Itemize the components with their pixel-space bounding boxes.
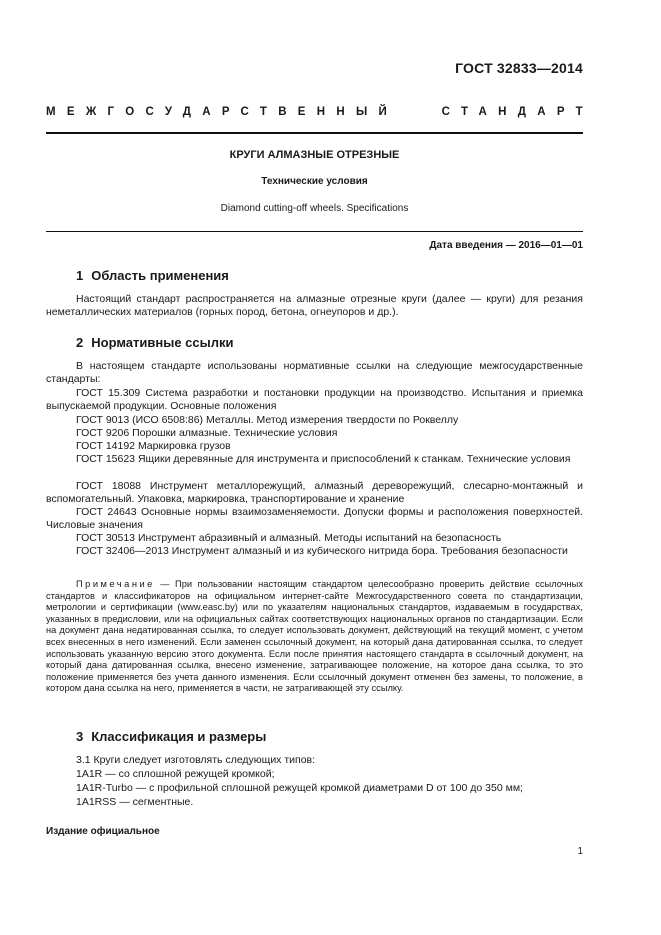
banner-word-standard: СТАНДАРТ — [441, 106, 594, 118]
reference-gost-18088: ГОСТ 18088 Инструмент металлорежущий, алмазный дереворежущий, слесарно-монтажный и вспомогательный. Упаковка, маркировка, транспортирование и хранение — [46, 480, 583, 505]
english-title: Diamond cutting-off wheels. Specifications — [220, 203, 409, 214]
page-number: 1 — [577, 846, 583, 857]
header-rule — [46, 132, 583, 134]
classification-type-1a1rss: 1A1RSS — сегментные. — [76, 796, 194, 808]
note-label: Примечание — [76, 579, 155, 589]
section-2-intro: В настоящем стандарте использованы нормативные ссылки на следующие межгосударственные стандарты: — [46, 360, 583, 385]
section-3-number: 3 — [76, 729, 84, 744]
section-3-heading — [76, 729, 266, 744]
banner-word-interstate: МЕЖГОСУДАРСТВЕННЫЙ — [46, 106, 399, 118]
introduction-date: Дата введения — 2016—01—01 — [429, 240, 583, 251]
reference-gost-30513: ГОСТ 30513 Инструмент абразивный и алмазный. Методы испытаний на безопасность — [76, 532, 502, 544]
reference-gost-14192: ГОСТ 14192 Маркировка грузов — [76, 440, 231, 452]
classification-item-3-1: 3.1 Круги следует изготовлять следующих типов: — [76, 754, 316, 766]
section-2-title: Нормативные ссылки — [91, 335, 234, 350]
document-title: КРУГИ АЛМАЗНЫЕ ОТРЕЗНЫЕ — [229, 149, 400, 161]
title-rule — [46, 231, 583, 232]
reference-gost-9206: ГОСТ 9206 Порошки алмазные. Технические условия — [76, 427, 338, 439]
reference-gost-9013: ГОСТ 9013 (ИСО 6508:86) Металлы. Метод измерения твердости по Роквеллу — [76, 414, 459, 426]
section-1-title: Область применения — [91, 268, 229, 283]
document-subtitle: Технические условия — [261, 176, 368, 187]
classification-type-1a1r-turbo: 1A1R-Turbo — с профильной сплошной режущей кромкой диаметрами D от 100 до 350 мм; — [76, 782, 523, 794]
section-1-heading — [76, 268, 229, 283]
reference-gost-32406: ГОСТ 32406—2013 Инструмент алмазный и из кубического нитрида бора. Требования безопасности — [76, 545, 568, 557]
reference-gost-15623: ГОСТ 15623 Ящики деревянные для инструмента и приспособлений к станкам. Технические условия — [76, 453, 571, 465]
interstate-standard-banner — [46, 106, 594, 118]
references-note — [46, 579, 583, 695]
section-1-number: 1 — [76, 268, 84, 283]
classification-type-1a1r: 1A1R — со сплошной режущей кромкой; — [76, 768, 275, 780]
reference-gost-15309: ГОСТ 15.309 Система разработки и постановки продукции на производство. Испытания и приемка выпускаемой продукции. Основные положения — [46, 387, 583, 412]
section-3-title: Классификация и размеры — [91, 729, 267, 744]
section-2-number: 2 — [76, 335, 84, 350]
note-text: — При пользовании настоящим стандартом целесообразно проверить действие ссылочных стандартов и классификаторов на официальном интернет-сайте Межгосударственного совета по стандартизации, метрологии и сертификации (www.easc.by) или по указателям национальных стандартов, издаваемым в государствах, указанных в предисловии, или на официальных сайтах соответствующих национальных органов по стандартизации. Если на документ дана недатированная ссылка, то следует использовать документ, действующий на текущий момент, с учетом всех внесенных в него изменений. Если заменен ссылочный документ, на который дана датированная ссылка, то следует использовать указанную версию этого документа. Если после принятия настоящего стандарта в ссылочный документ, на который дана датированная ссылка, внесено изменение, затрагивающее положение, на которое дана ссылка, то это положение применяется без учета данного изменения. Если ссылочный документ отменен без замены, то положение, в котором дана ссылка на него, применяется в части, не затрагивающей эту ссылку. — [46, 579, 583, 694]
official-edition-label: Издание официальное — [46, 826, 160, 837]
reference-gost-24643: ГОСТ 24643 Основные нормы взаимозаменяемости. Допуски формы и расположения поверхностей. Числовые значения — [46, 506, 583, 531]
section-1-text: Настоящий стандарт распространяется на алмазные отрезные круги (далее — круги) для резания неметаллических материалов (горных пород, бетона, огнеупоров и др.). — [46, 293, 583, 318]
gost-code: ГОСТ 32833—2014 — [455, 60, 583, 76]
section-2-heading — [76, 335, 233, 350]
